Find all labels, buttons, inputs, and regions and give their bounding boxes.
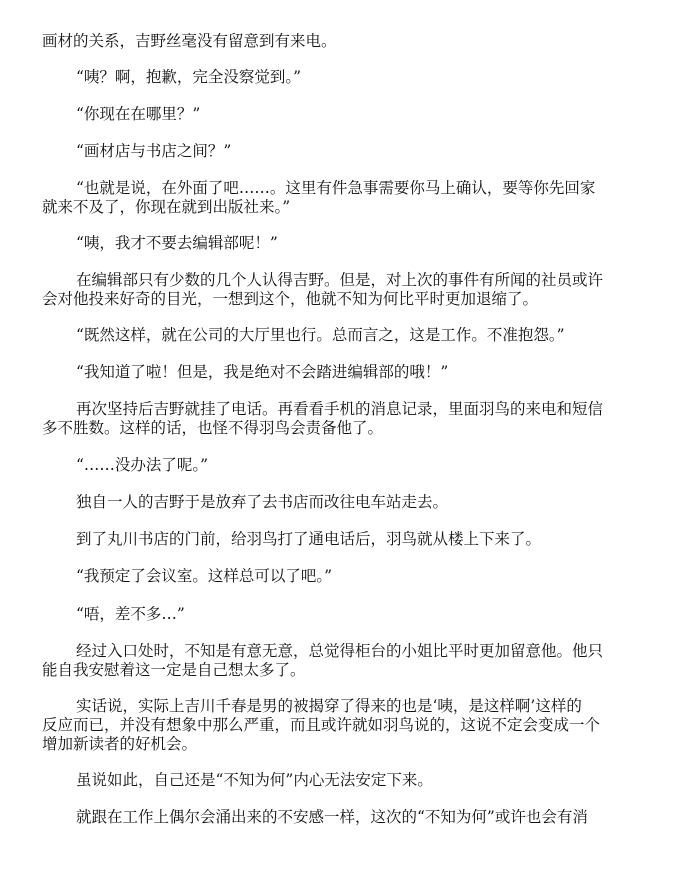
- text-line: 就来不及了，你现在就到出版社来。”: [42, 198, 291, 216]
- text-line: 画材的关系，吉野丝毫没有留意到有来电。: [42, 32, 337, 50]
- text-line: “画材店与书店之间？”: [76, 142, 232, 160]
- paragraph-8: [0, 326, 680, 345]
- text-line: “我预定了会议室。这样总可以了吧。”: [76, 567, 333, 585]
- text-line: “唔，差不多…”: [76, 605, 185, 623]
- text-line: 经过入口处时，不知是有意无意，总觉得柜台的小姐比平时更加留意他。他只: [76, 642, 604, 660]
- paragraph-14: [0, 567, 680, 586]
- text-line: 会对他投来好奇的目光，一想到这个，他就不知为何比平时更加退缩了。: [42, 290, 539, 308]
- paragraph-2: [0, 68, 680, 87]
- text-line: 能自我安慰着这一定是自己想太多了。: [42, 661, 306, 679]
- paragraph-18: [0, 771, 680, 790]
- text-line: 虽说如此，自己还是“不知为何”内心无法安定下来。: [76, 771, 433, 789]
- paragraph-9: [0, 363, 680, 382]
- text-line: “你现在在哪里？”: [76, 105, 201, 123]
- text-line: 就跟在工作上偶尔会涌出来的不安感一样，这次的“不知为何”或许也会有消: [76, 808, 588, 826]
- paragraph-1: [0, 32, 680, 51]
- text-line: “……没办法了呢。”: [76, 456, 209, 474]
- paragraph-12: [0, 493, 680, 512]
- paragraph-4: [0, 142, 680, 161]
- paragraph-11: [0, 456, 680, 475]
- text-line: “我知道了啦！但是，我是绝对不会踏进编辑部的哦！”: [76, 363, 449, 381]
- paragraph-10: [0, 400, 680, 438]
- text-line: 再次坚持后吉野就挂了电话。再看看手机的消息记录，里面羽鸟的来电和短信: [76, 400, 604, 418]
- text-line: 增加新读者的好机会。: [42, 735, 198, 753]
- paragraph-13: [0, 530, 680, 549]
- paragraph-19: [0, 808, 680, 827]
- text-line: 到了丸川书店的门前，给羽鸟打了通电话后，羽鸟就从楼上下来了。: [76, 530, 542, 548]
- paragraph-5: [0, 179, 680, 217]
- text-line: “也就是说，在外面了吧……。这里有件急事需要你马上确认，要等你先回家: [76, 179, 596, 197]
- paragraph-7: [0, 271, 680, 309]
- paragraph-15: [0, 605, 680, 624]
- text-line: 在编辑部只有少数的几个人认得吉野。但是，对上次的事件有所闻的社员或许: [76, 271, 604, 289]
- text-line: 实话说，实际上吉川千春是男的被揭穿了得来的也是‘咦，是这样啊’这样的: [76, 697, 582, 715]
- text-line: “既然这样，就在公司的大厅里也行。总而言之，这是工作。不准抱怨。”: [76, 326, 565, 344]
- text-line: “咦？啊，抱歉，完全没察觉到。”: [76, 68, 302, 86]
- text-line: 反应而已，并没有想象中那么严重，而且或许就如羽鸟说的，这说不定会变成一个: [42, 716, 601, 734]
- paragraph-17: [0, 697, 680, 754]
- paragraph-6: [0, 234, 680, 253]
- paragraph-3: [0, 105, 680, 124]
- text-line: 独自一人的吉野于是放弃了去书店而改往电车站走去。: [76, 493, 449, 511]
- paragraph-16: [0, 642, 680, 680]
- text-line: “咦，我才不要去编辑部呢！”: [76, 234, 278, 252]
- text-line: 多不胜数。这样的话，也怪不得羽鸟会责备他了。: [42, 419, 384, 437]
